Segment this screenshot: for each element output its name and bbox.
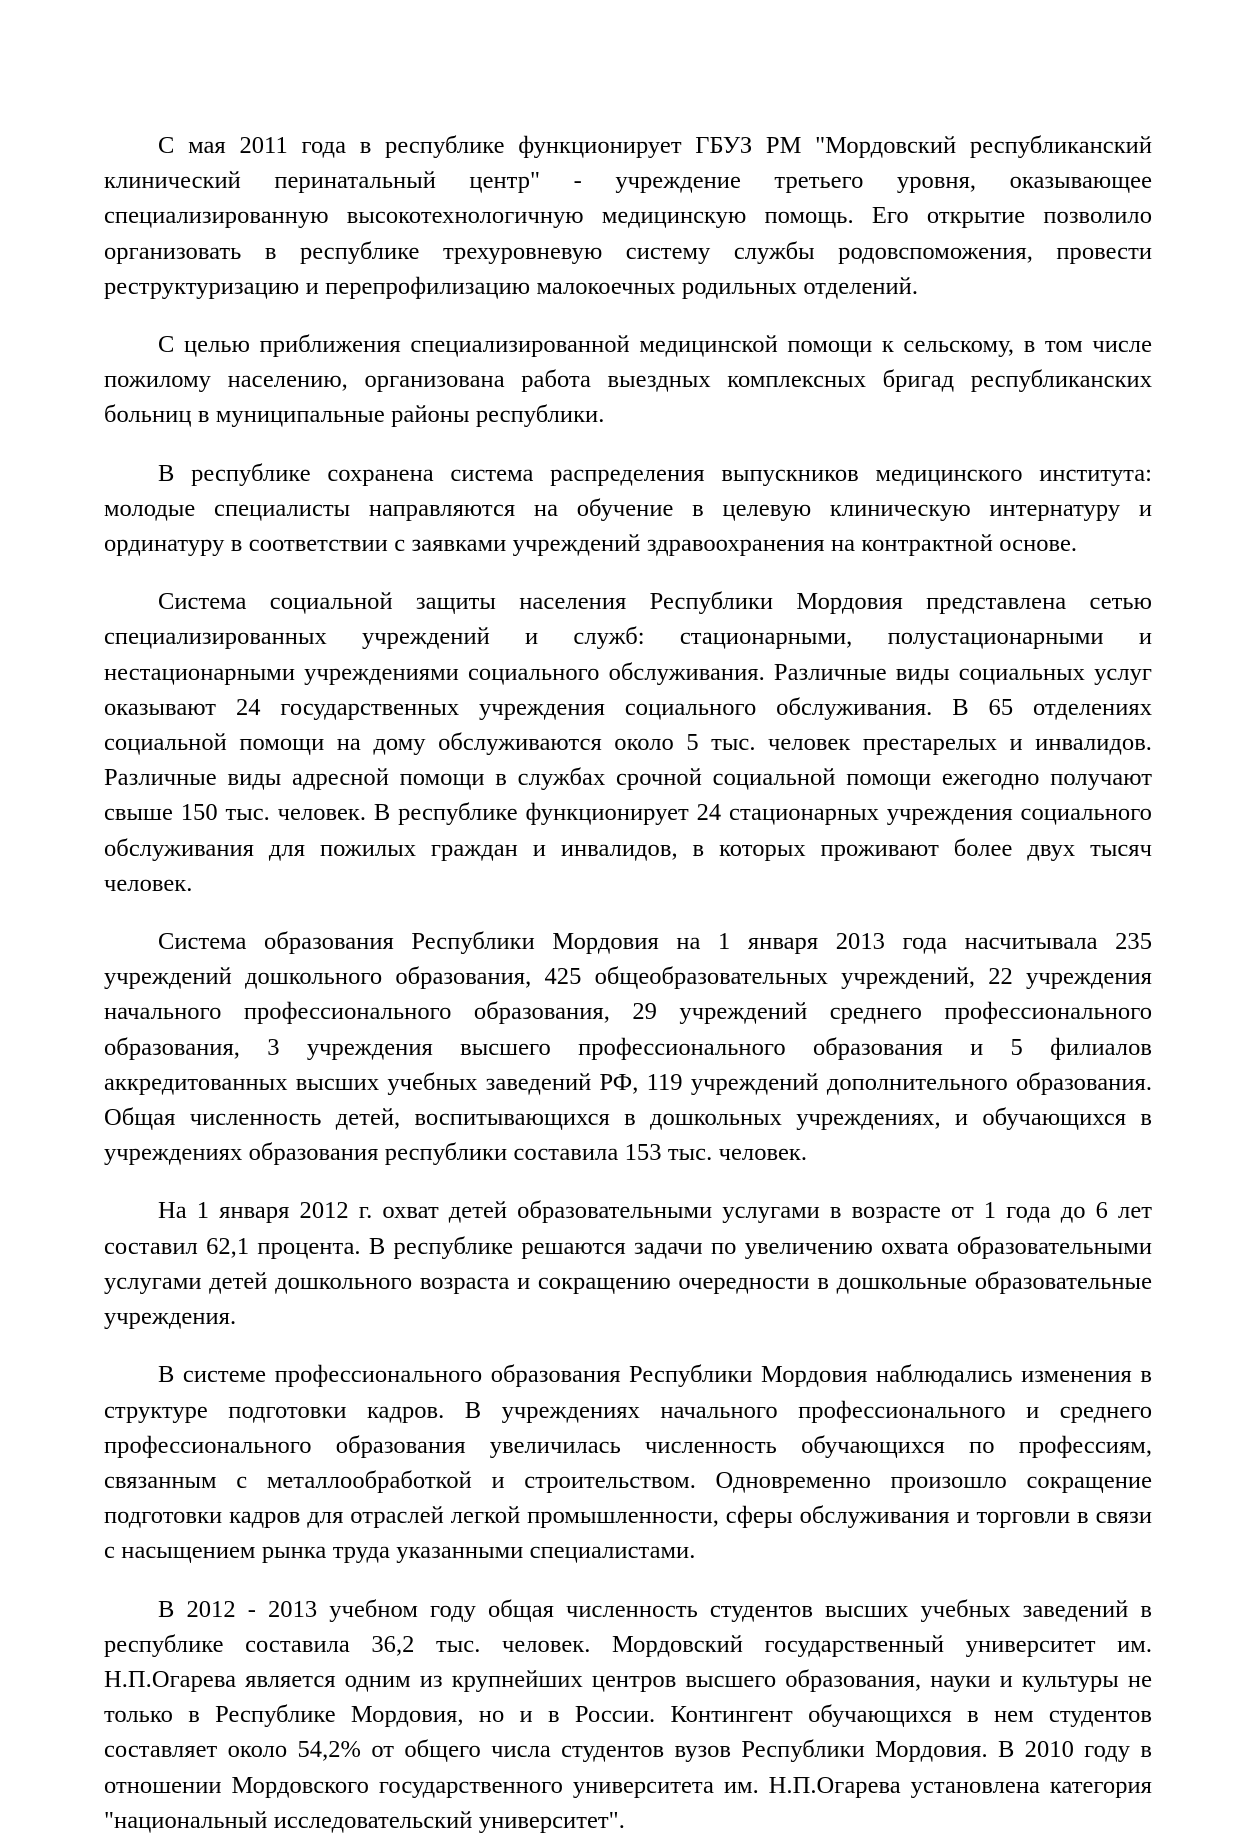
paragraph-graduate-distribution: В республике сохранена система распределения выпускников медицинского института: молодые специалисты направляются на обучение в целевую клиническую интернатуру и ординатуру в соответствии с заявками учреждений здравоохранения на контрактной основе. <box>104 459 1152 558</box>
paragraph-vocational-training: В системе профессионального образования Республики Мордовия наблюдались изменения в структуре подготовки кадров. В учреждениях начального профессионального и среднего профессионального образования увеличилась численность обучающихся по профессиям, связанным с металлообработкой и строительством. Одновременно произошло сокращение подготовки кадров для отраслей легкой промышленности, сферы обслуживания и торговли в связи с насыщением рынка труда указанными специалистами. <box>104 1361 1152 1565</box>
paragraph-social-protection: Система социальной защиты населения Республики Мордовия представлена сетью специализированных учреждений и служб: стационарными, полустационарными и нестационарными учреждениями социального обслуживания. Различные виды социальных услуг оказывают 24 государственных учреждения социального обслуживания. В 65 отделениях социальной помощи на дому обслуживаются около 5 тыс. человек престарелых и инвалидов. Различные виды адресной помощи в службах срочной социальной помощи ежегодно получают свыше 150 тыс. человек. В республике функционирует 24 стационарных учреждения социального обслуживания для пожилых граждан и инвалидов, в которых проживают более двух тысяч человек. <box>104 588 1152 897</box>
paragraph-higher-education: В 2012 - 2013 учебном году общая численность студентов высших учебных заведений в республике составила 36,2 тыс. человек. Мордовский государственный университет им. Н.П.Огарева является одним из крупнейших центров высшего образования, науки и культуры не только в Республике Мордовия, но и в России. Контингент обучающихся в нем студентов составляет около 54,2% от общего числа студентов вузов Республики Мордовия. В 2010 году в отношении Мордовского государственного университета им. Н.П.Огарева установлена категория "национальный исследовательский университет". <box>104 1595 1152 1834</box>
paragraph-perinatal-center: С мая 2011 года в республике функционирует ГБУЗ РМ "Мордовский республиканский клинический перинатальный центр" - учреждение третьего уровня, оказывающее специализированную высокотехнологичную медицинскую помощь. Его открытие позволило организовать в республике трехуровневую систему службы родовспоможения, провести реструктуризацию и перепрофилизацию малокоечных родильных отделений. <box>104 132 1152 300</box>
paragraph-preschool-coverage: На 1 января 2012 г. охват детей образовательными услугами в возрасте от 1 года до 6 лет составил 62,1 процента. В республике решаются задачи по увеличению охвата образовательными услугами детей дошкольного возраста и сокращению очередности в дошкольные образовательные учреждения. <box>104 1197 1152 1331</box>
document-body <box>104 128 1152 1838</box>
paragraph-mobile-brigades: С целью приближения специализированной медицинской помощи к сельскому, в том числе пожилому населению, организована работа выездных комплексных бригад республиканских больниц в муниципальные районы республики. <box>104 331 1152 429</box>
paragraph-education-system: Система образования Республики Мордовия на 1 января 2013 года насчитывала 235 учреждений дошкольного образования, 425 общеобразовательных учреждений, 22 учреждения начального профессионального образования, 29 учреждений среднего профессионального образования, 3 учреждения высшего профессионального образования и 5 филиалов аккредитованных высших учебных заведений РФ, 119 учреждений дополнительного образования. Общая численность детей, воспитывающихся в дошкольных учреждениях, и обучающихся в учреждениях образования республики составила 153 тыс. человек. <box>104 928 1152 1167</box>
